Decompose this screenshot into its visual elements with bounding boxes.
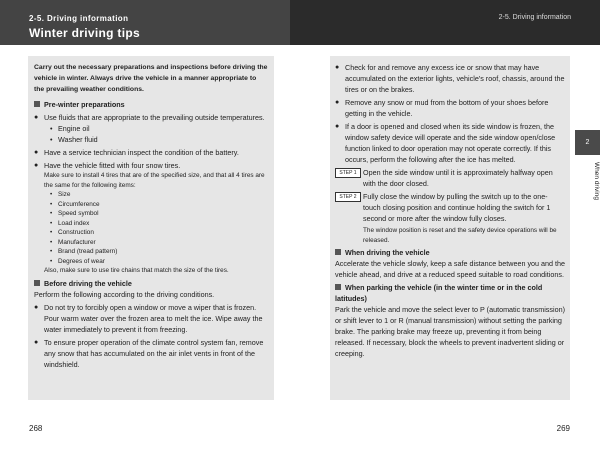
parking-heading: When parking the vehicle (in the winter time or in the cold latitudes) bbox=[335, 283, 543, 303]
section-label-left: 2-5. Driving information bbox=[29, 14, 129, 23]
driving-text: Accelerate the vehicle slowly, keep a safe distance between you and the vehicle ahead, and drive at a reduced speed suitable to road conditions. bbox=[335, 259, 566, 279]
tire-item-list bbox=[34, 190, 268, 266]
left-column bbox=[28, 56, 274, 400]
fluid-list bbox=[34, 123, 268, 145]
header-band bbox=[0, 0, 600, 45]
driving-heading: When driving the vehicle bbox=[335, 247, 565, 258]
square-icon bbox=[335, 284, 341, 290]
prewinter-heading: Pre-winter preparations bbox=[34, 99, 268, 110]
list-item: • Washer fluid bbox=[50, 134, 268, 145]
chapter-tab: 2 bbox=[575, 130, 600, 155]
step-1-badge: STEP 1 bbox=[335, 168, 361, 178]
bullet-fluids: ● Use fluids that are appropriate to the prevailing outside temperatures. bbox=[34, 112, 268, 123]
bullet-remove-ice: ● Check for and remove any excess ice or snow that may have accumulated on the exterior lights, vehicle's roof, chassis, around the tires or on the brakes. bbox=[335, 62, 565, 95]
square-icon bbox=[34, 280, 40, 286]
bullet-snow-tires: ● Have the vehicle fitted with four snow tires. bbox=[34, 160, 268, 171]
tires-note: Make sure to install 4 tires that are of the specified size, and that all 4 tires are the same for the following items: bbox=[44, 172, 265, 189]
bullet-frozen-door: ● If a door is opened and closed when its side window is frozen, the window safety device will operate and the side window open/close function linked to door operation may not operate correctly. If this occurs, perform the following after the ice has melted. bbox=[335, 121, 565, 165]
square-icon bbox=[335, 249, 341, 255]
section-label-right: 2-5. Driving information bbox=[498, 14, 571, 21]
before-driving-text: Perform the following according to the driving conditions. bbox=[34, 289, 215, 299]
before-driving-heading: Before driving the vehicle bbox=[34, 278, 268, 289]
list-item: • Construction bbox=[50, 228, 268, 238]
page-number-left: 268 bbox=[29, 424, 43, 433]
bullet-battery: ● Have a service technician inspect the condition of the battery. bbox=[34, 147, 268, 158]
chains-note: Also, make sure to use tire chains that match the size of the tires. bbox=[44, 267, 229, 274]
list-item: • Manufacturer bbox=[50, 238, 268, 248]
bullet-shoes: ● Remove any snow or mud from the bottom of your shoes before getting in the vehicle. bbox=[335, 97, 565, 119]
intro-text: Carry out the necessary preparations and inspections before driving the vehicle in winter. Always drive the vehicle in a manner appropriate to the prevailing weather conditions. bbox=[34, 64, 268, 93]
parking-text: Park the vehicle and move the select lever to P (automatic transmission) or shift lever to 1 or R (manual transmission) without setting the parking brake. The parking brake may freeze up, preventing it from being released. If necessary, block the wheels to prevent inadvertent sliding or creeping. bbox=[335, 305, 565, 358]
page-title: Winter driving tips bbox=[29, 26, 140, 40]
bullet-frozen-window: ● Do not try to forcibly open a window or move a wiper that is frozen. Pour warm water over the frozen area to melt the ice. Wipe away the water immediately to prevent it from freezing. bbox=[34, 302, 268, 335]
step-1: STEP 1 Open the side window until it is approximately halfway open with the door closed. bbox=[335, 167, 565, 189]
step-2-badge: STEP 2 bbox=[335, 192, 361, 202]
page-number-right: 269 bbox=[556, 424, 570, 433]
step-2: STEP 2 Fully close the window by pulling the switch up to the one-touch closing position and continue holding the switch for 1 second or more after the window fully closes. bbox=[335, 191, 565, 224]
step-note: The window position is reset and the safety device operations will be released. bbox=[363, 227, 557, 244]
right-column bbox=[330, 56, 570, 400]
list-item: • Size bbox=[50, 190, 268, 200]
list-item: • Engine oil bbox=[50, 123, 268, 134]
list-item: • Brand (tread pattern) bbox=[50, 247, 268, 257]
bullet-air-inlet: ● To ensure proper operation of the climate control system fan, remove any snow that has accumulated on the air inlet vents in front of the windshield. bbox=[34, 337, 268, 370]
chapter-side-label: When driving bbox=[593, 162, 600, 200]
list-item: • Circumference bbox=[50, 200, 268, 210]
list-item: • Degrees of wear bbox=[50, 257, 268, 267]
list-item: • Load index bbox=[50, 219, 268, 229]
square-icon bbox=[34, 101, 40, 107]
list-item: • Speed symbol bbox=[50, 209, 268, 219]
